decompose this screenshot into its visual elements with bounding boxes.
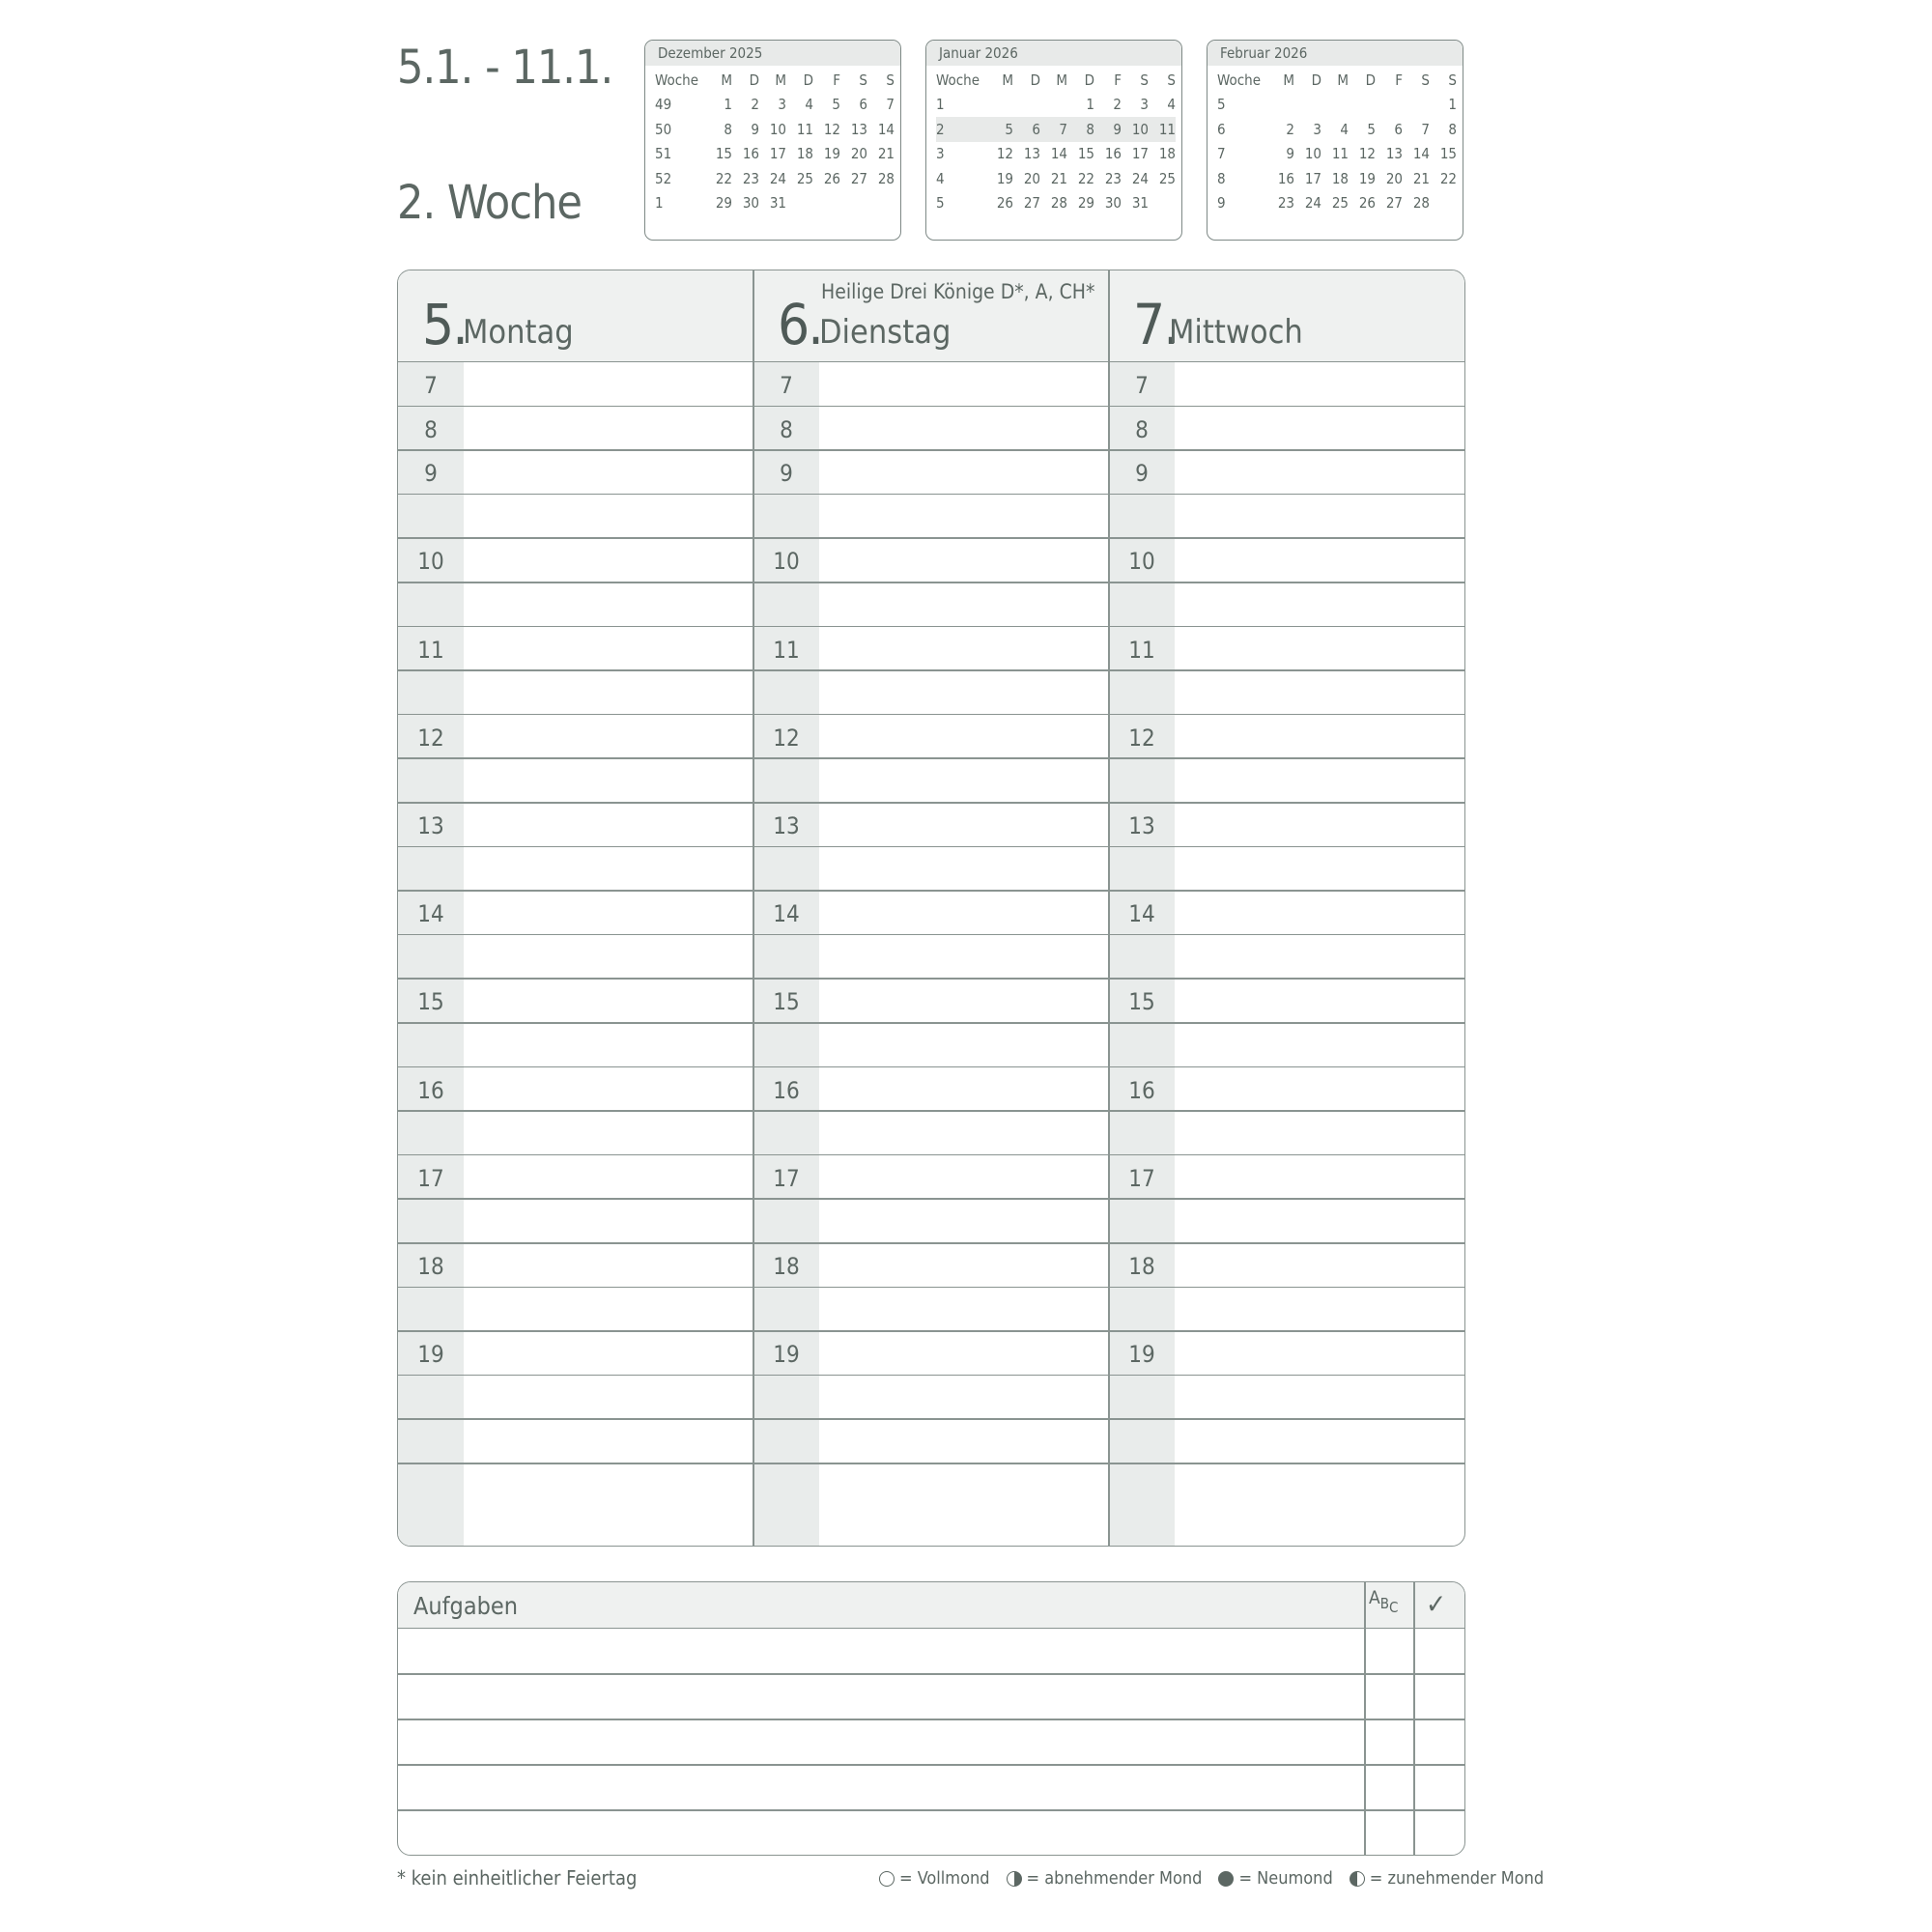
mini-calendar-title: Januar 2026 xyxy=(926,41,1181,66)
moon-legend xyxy=(879,1868,1544,1889)
time-row-line xyxy=(398,449,1464,451)
hour-label: 19 xyxy=(1128,1341,1155,1369)
weekday-header: M xyxy=(775,71,786,89)
task-row-line xyxy=(398,1809,1464,1811)
calendar-day: 21 xyxy=(1412,169,1430,187)
calendar-day: 1 xyxy=(1086,96,1094,114)
weekday-header: M xyxy=(1283,71,1294,89)
legend-label: = Neumond xyxy=(1238,1868,1333,1889)
calendar-day: 17 xyxy=(769,145,786,163)
calendar-day xyxy=(986,93,1013,118)
weekday-header: D xyxy=(749,71,759,89)
calendar-day: 28 xyxy=(877,169,895,187)
time-row-line xyxy=(398,626,1464,628)
calendar-day: 21 xyxy=(1050,169,1067,187)
calendar-day: 12 xyxy=(1358,145,1376,163)
calendar-day: 13 xyxy=(850,120,867,138)
hour-label: 8 xyxy=(1135,415,1149,443)
weekday-header: D xyxy=(1365,71,1376,89)
legend-item xyxy=(879,1868,990,1889)
hour-label: 14 xyxy=(1128,900,1155,928)
week-column-header: Woche xyxy=(936,71,980,89)
hour-label: 10 xyxy=(417,548,444,576)
calendar-day: 13 xyxy=(1385,145,1403,163)
mini-calendar-table xyxy=(655,68,895,215)
time-row-line xyxy=(398,1418,1464,1420)
calendar-day: 17 xyxy=(1304,169,1321,187)
week-number: 9 xyxy=(1217,194,1226,213)
calendar-day: 8 xyxy=(724,120,732,138)
legend-item xyxy=(1218,1868,1332,1889)
hour-label: 8 xyxy=(780,415,793,443)
calendar-day: 23 xyxy=(1104,169,1122,187)
legend-item xyxy=(1007,1868,1203,1889)
day-number: 5. xyxy=(422,292,467,357)
calendar-day: 2 xyxy=(1113,96,1122,114)
calendar-day: 29 xyxy=(1077,194,1094,213)
weekday-header: S xyxy=(1448,71,1457,89)
time-row-line xyxy=(398,846,1464,848)
calendar-day: 14 xyxy=(877,120,895,138)
calendar-day xyxy=(813,191,840,216)
weekday-header: S xyxy=(1167,71,1176,89)
mini-calendar-title: Februar 2026 xyxy=(1208,41,1463,66)
hour-label: 12 xyxy=(1128,724,1155,752)
calendar-day: 31 xyxy=(769,194,786,213)
legend-label: = abnehmender Mond xyxy=(1026,1868,1203,1889)
legend-item xyxy=(1350,1868,1544,1889)
time-row-line xyxy=(398,1110,1464,1112)
hour-label: 19 xyxy=(773,1341,800,1369)
calendar-day: 5 xyxy=(832,96,840,114)
weekday-header: S xyxy=(859,71,867,89)
footnote: * kein einheitlicher Feiertag xyxy=(397,1866,638,1889)
hour-label: 13 xyxy=(773,812,800,839)
calendar-day: 4 xyxy=(805,96,813,114)
calendar-day: 11 xyxy=(796,120,813,138)
calendar-day: 14 xyxy=(1050,145,1067,163)
calendar-day: 13 xyxy=(1023,145,1040,163)
week-number: 4 xyxy=(936,169,945,187)
tasks-title: Aufgaben xyxy=(413,1592,518,1620)
mini-calendar-december xyxy=(644,40,901,241)
calendar-day: 8 xyxy=(1448,120,1457,138)
calendar-day: 25 xyxy=(1158,169,1176,187)
task-row-line xyxy=(398,1673,1464,1675)
calendar-day: 26 xyxy=(996,194,1013,213)
calendar-day: 11 xyxy=(1149,117,1176,142)
calendar-day xyxy=(840,191,867,216)
done-column-header: ✓ xyxy=(1426,1588,1447,1620)
calendar-day xyxy=(1294,93,1321,118)
time-row-line xyxy=(398,1330,1464,1332)
week-number: 49 xyxy=(655,96,672,114)
weekday-header: D xyxy=(1311,71,1321,89)
calendar-day: 23 xyxy=(1277,194,1294,213)
hour-label: 15 xyxy=(773,988,800,1016)
mini-calendar-february xyxy=(1207,40,1463,241)
time-row-line xyxy=(398,494,1464,496)
mini-calendar-table xyxy=(1217,68,1457,215)
calendar-day: 15 xyxy=(715,145,732,163)
calendar-day: 26 xyxy=(823,169,840,187)
week-number: 5 xyxy=(936,194,945,213)
legend-label: = Vollmond xyxy=(899,1868,990,1889)
hour-label: 18 xyxy=(773,1253,800,1280)
calendar-day: 15 xyxy=(1439,145,1457,163)
calendar-day: 15 xyxy=(1077,145,1094,163)
task-row-line xyxy=(398,1764,1464,1766)
calendar-day: 28 xyxy=(1050,194,1067,213)
calendar-day xyxy=(1321,93,1349,118)
hour-label: 11 xyxy=(773,636,800,664)
calendar-day: 12 xyxy=(996,145,1013,163)
calendar-day: 16 xyxy=(1104,145,1122,163)
calendar-day: 5 xyxy=(986,117,1013,142)
time-row-line xyxy=(398,1154,1464,1156)
calendar-day xyxy=(1349,93,1376,118)
weekday-header: D xyxy=(1084,71,1094,89)
calendar-day: 1 xyxy=(1448,96,1457,114)
calendar-day: 7 xyxy=(1040,117,1067,142)
calendar-day: 4 xyxy=(1340,120,1349,138)
calendar-day: 22 xyxy=(1077,169,1094,187)
calendar-day: 30 xyxy=(1104,194,1122,213)
tasks-header xyxy=(398,1582,1464,1629)
weekday-header: M xyxy=(721,71,732,89)
week-number: 5 xyxy=(1217,96,1226,114)
time-row-line xyxy=(398,537,1464,539)
calendar-day xyxy=(1376,93,1403,118)
calendar-day: 27 xyxy=(850,169,867,187)
waxing-moon-icon xyxy=(1350,1871,1365,1887)
week-column-header: Woche xyxy=(1217,71,1261,89)
calendar-day: 30 xyxy=(742,194,759,213)
calendar-day: 20 xyxy=(1385,169,1403,187)
calendar-day: 10 xyxy=(769,120,786,138)
calendar-day: 20 xyxy=(850,145,867,163)
calendar-day: 12 xyxy=(823,120,840,138)
hour-label: 7 xyxy=(1135,372,1149,399)
time-row-line xyxy=(398,934,1464,936)
day-number: 7. xyxy=(1133,292,1178,357)
calendar-day xyxy=(1430,191,1457,216)
week-number: 8 xyxy=(1217,169,1226,187)
calendar-day: 16 xyxy=(1277,169,1294,187)
hour-label: 15 xyxy=(417,988,444,1016)
calendar-day: 18 xyxy=(796,145,813,163)
priority-column-header: $A_{BC}$ xyxy=(1369,1587,1399,1616)
calendar-day: 19 xyxy=(823,145,840,163)
hour-label: 17 xyxy=(773,1164,800,1192)
week-column-header: Woche xyxy=(655,71,698,89)
calendar-day: 19 xyxy=(1358,169,1376,187)
mini-calendar-table xyxy=(936,68,1176,215)
hour-label: 16 xyxy=(773,1076,800,1104)
calendar-day: 10 xyxy=(1304,145,1321,163)
day-header-tuesday xyxy=(753,270,1109,361)
calendar-day: 24 xyxy=(1304,194,1321,213)
time-row-line xyxy=(398,1198,1464,1200)
hour-label: 10 xyxy=(1128,548,1155,576)
time-row-line xyxy=(398,406,1464,408)
week-number: 1 xyxy=(655,194,664,213)
calendar-day: 2 xyxy=(1286,120,1294,138)
hour-label: 16 xyxy=(1128,1076,1155,1104)
weekday-header: D xyxy=(1030,71,1040,89)
day-name: Dienstag xyxy=(819,313,952,352)
hour-label: 9 xyxy=(1135,460,1149,488)
time-row-line xyxy=(398,1022,1464,1024)
calendar-day: 27 xyxy=(1385,194,1403,213)
time-row-line xyxy=(398,669,1464,671)
time-row-line xyxy=(398,582,1464,583)
hour-label: 7 xyxy=(424,372,438,399)
calendar-day: 21 xyxy=(877,145,895,163)
calendar-day: 19 xyxy=(996,169,1013,187)
task-row-line xyxy=(398,1719,1464,1720)
calendar-day: 22 xyxy=(715,169,732,187)
calendar-day: 10 xyxy=(1122,117,1149,142)
day-name: Montag xyxy=(463,313,574,352)
calendar-day: 18 xyxy=(1158,145,1176,163)
weekday-header: S xyxy=(1421,71,1430,89)
time-row-line xyxy=(398,1242,1464,1244)
calendar-day xyxy=(1013,93,1040,118)
hour-gutter xyxy=(1109,362,1175,1546)
calendar-day xyxy=(1267,93,1294,118)
calendar-day: 2 xyxy=(751,96,759,114)
week-number: 51 xyxy=(655,145,672,163)
hour-label: 7 xyxy=(780,372,793,399)
hour-gutter xyxy=(398,362,464,1546)
week-number: 3 xyxy=(936,145,945,163)
calendar-day: 9 xyxy=(751,120,759,138)
mini-calendar-title: Dezember 2025 xyxy=(645,41,900,66)
hour-label: 15 xyxy=(1128,988,1155,1016)
calendar-day: 7 xyxy=(886,96,895,114)
week-number: 1 xyxy=(936,96,945,114)
time-row-line xyxy=(398,714,1464,716)
hour-label: 12 xyxy=(773,724,800,752)
calendar-day: 20 xyxy=(1023,169,1040,187)
calendar-day: 1 xyxy=(724,96,732,114)
calendar-day: 25 xyxy=(1331,194,1349,213)
calendar-day: 31 xyxy=(1131,194,1149,213)
weekday-header: F xyxy=(1395,71,1403,89)
week-number: 6 xyxy=(1217,120,1226,138)
date-range: 5.1. - 11.1. xyxy=(397,41,613,95)
time-row-line xyxy=(398,890,1464,892)
calendar-day: 6 xyxy=(1394,120,1403,138)
week-number: 2 xyxy=(936,117,986,142)
holiday-label: Heilige Drei Könige D*, A, CH* xyxy=(821,280,1095,303)
calendar-day: 16 xyxy=(742,145,759,163)
calendar-day: 17 xyxy=(1131,145,1149,163)
calendar-day: 6 xyxy=(859,96,867,114)
hour-gutter xyxy=(753,362,819,1546)
legend-label: = zunehmender Mond xyxy=(1369,1868,1545,1889)
time-row-line xyxy=(398,1287,1464,1289)
hour-label: 11 xyxy=(1128,636,1155,664)
weekday-header: M xyxy=(1056,71,1067,89)
calendar-day xyxy=(1040,93,1067,118)
day-number: 6. xyxy=(778,292,822,357)
calendar-day: 25 xyxy=(796,169,813,187)
time-row-line xyxy=(398,757,1464,759)
calendar-day: 8 xyxy=(1067,117,1094,142)
day-header-monday xyxy=(398,270,753,361)
calendar-day xyxy=(786,191,813,216)
calendar-day xyxy=(1149,191,1176,216)
hour-label: 18 xyxy=(1128,1253,1155,1280)
calendar-day: 24 xyxy=(1131,169,1149,187)
calendar-day: 28 xyxy=(1412,194,1430,213)
week-label: 2. Woche xyxy=(397,176,582,230)
weekday-header: F xyxy=(1114,71,1122,89)
day-name: Mittwoch xyxy=(1169,313,1303,352)
hour-label: 8 xyxy=(424,415,438,443)
calendar-day: 3 xyxy=(778,96,786,114)
calendar-day: 4 xyxy=(1167,96,1176,114)
full-moon-icon xyxy=(879,1871,895,1887)
calendar-day: 27 xyxy=(1023,194,1040,213)
time-row-line xyxy=(398,978,1464,980)
hour-label: 19 xyxy=(417,1341,444,1369)
day-schedule-grid xyxy=(397,270,1465,1547)
calendar-day xyxy=(867,191,895,216)
hour-label: 17 xyxy=(1128,1164,1155,1192)
calendar-day: 6 xyxy=(1013,117,1040,142)
calendar-day: 29 xyxy=(715,194,732,213)
weekday-header: M xyxy=(1002,71,1013,89)
hour-label: 14 xyxy=(417,900,444,928)
calendar-day: 23 xyxy=(742,169,759,187)
hour-label: 13 xyxy=(1128,812,1155,839)
calendar-day: 3 xyxy=(1313,120,1321,138)
calendar-day: 22 xyxy=(1439,169,1457,187)
calendar-day: 5 xyxy=(1367,120,1376,138)
time-row-line xyxy=(398,1375,1464,1377)
calendar-day: 18 xyxy=(1331,169,1349,187)
weekday-header: S xyxy=(1140,71,1149,89)
time-row-line xyxy=(398,802,1464,804)
time-row-line xyxy=(398,1066,1464,1068)
hour-label: 12 xyxy=(417,724,444,752)
calendar-day: 11 xyxy=(1331,145,1349,163)
week-number: 50 xyxy=(655,120,672,138)
hour-label: 18 xyxy=(417,1253,444,1280)
calendar-day xyxy=(1403,93,1430,118)
weekday-header: S xyxy=(886,71,895,89)
hour-label: 14 xyxy=(773,900,800,928)
hour-label: 17 xyxy=(417,1164,444,1192)
waning-moon-icon xyxy=(1007,1871,1022,1887)
hour-label: 11 xyxy=(417,636,444,664)
hour-label: 10 xyxy=(773,548,800,576)
time-row-line xyxy=(398,1463,1464,1464)
calendar-day: 24 xyxy=(769,169,786,187)
hour-label: 9 xyxy=(780,460,793,488)
new-moon-icon xyxy=(1218,1871,1234,1887)
calendar-day: 26 xyxy=(1358,194,1376,213)
week-number: 7 xyxy=(1217,145,1226,163)
calendar-day: 14 xyxy=(1412,145,1430,163)
week-number: 52 xyxy=(655,169,672,187)
calendar-day: 7 xyxy=(1421,120,1430,138)
calendar-day: 3 xyxy=(1140,96,1149,114)
weekday-header: M xyxy=(1337,71,1349,89)
calendar-day: 9 xyxy=(1286,145,1294,163)
hour-label: 13 xyxy=(417,812,444,839)
day-header-wednesday xyxy=(1109,270,1464,361)
calendar-day: 9 xyxy=(1094,117,1122,142)
weekday-header: D xyxy=(803,71,813,89)
weekday-header: F xyxy=(833,71,840,89)
mini-calendar-january xyxy=(925,40,1182,241)
hour-label: 9 xyxy=(424,460,438,488)
hour-label: 16 xyxy=(417,1076,444,1104)
tasks-panel xyxy=(397,1581,1465,1856)
